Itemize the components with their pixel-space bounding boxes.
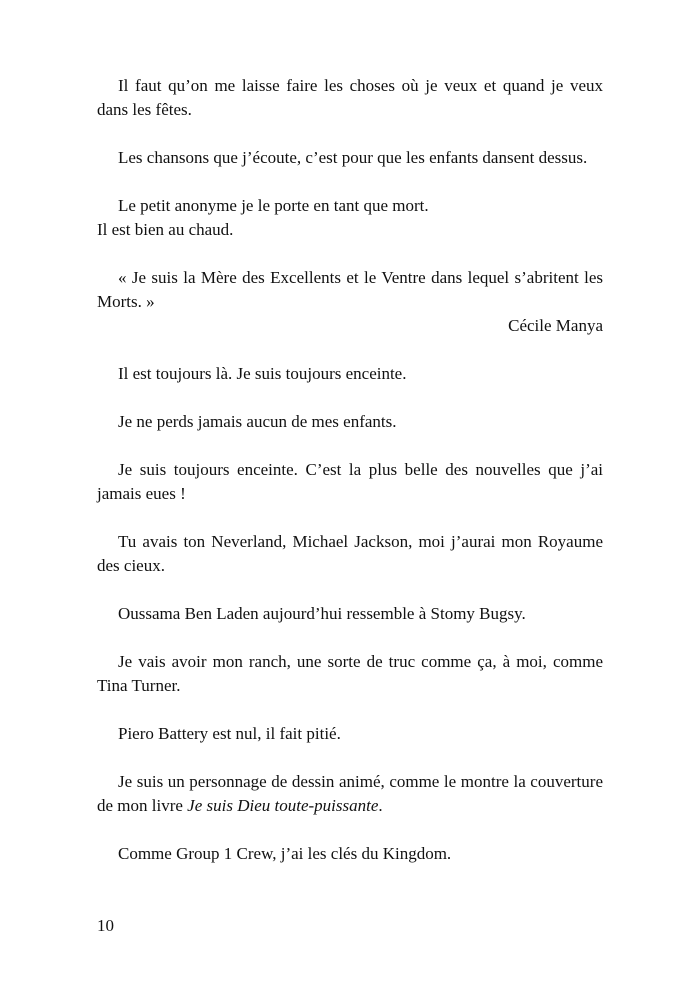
paragraph-1: Il faut qu’on me laisse faire les choses où je veux et quand je veux dans les fêtes. <box>97 76 603 119</box>
quote-attribution: Cécile Manya <box>508 316 603 335</box>
paragraph-12-text: Je suis un personnage de dessin animé, comme le montre la couverture de mon livre <box>97 772 603 815</box>
page-number: 10 <box>97 916 114 935</box>
paragraph-3-line-2: Il est bien au chaud. <box>97 220 234 239</box>
book-title: Je suis Dieu toute-puissante <box>187 796 379 815</box>
paragraph-3-line-1: Le petit anonyme je le porte en tant que mort. <box>118 196 429 215</box>
paragraph-8: Tu avais ton Neverland, Michael Jackson, moi j’aurai mon Royaume des cieux. <box>97 532 603 575</box>
paragraph-12-end: . <box>378 796 383 815</box>
paragraph-3 <box>97 194 603 242</box>
paragraph-12 <box>97 770 603 818</box>
quote-text: « Je suis la Mère des Excellents et le Ventre dans lequel s’abritent les Morts. » <box>97 268 603 311</box>
paragraph-11: Piero Battery est nul, il fait pitié. <box>118 724 341 743</box>
paragraph-13: Comme Group 1 Crew, j’ai les clés du Kingdom. <box>118 844 452 863</box>
paragraph-7: Je suis toujours enceinte. C’est la plus belle des nouvelles que j’ai jamais eues ! <box>97 460 603 503</box>
quote-block <box>97 266 603 338</box>
paragraph-2: Les chansons que j’écoute, c’est pour que les enfants dansent dessus. <box>118 148 588 167</box>
paragraph-5: Il est toujours là. Je suis toujours enceinte. <box>118 364 407 383</box>
paragraph-9: Oussama Ben Laden aujourd’hui ressemble à Stomy Bugsy. <box>118 604 526 623</box>
paragraph-6: Je ne perds jamais aucun de mes enfants. <box>118 412 397 431</box>
page-body <box>97 74 603 890</box>
paragraph-10: Je vais avoir mon ranch, une sorte de truc comme ça, à moi, comme Tina Turner. <box>97 652 603 695</box>
